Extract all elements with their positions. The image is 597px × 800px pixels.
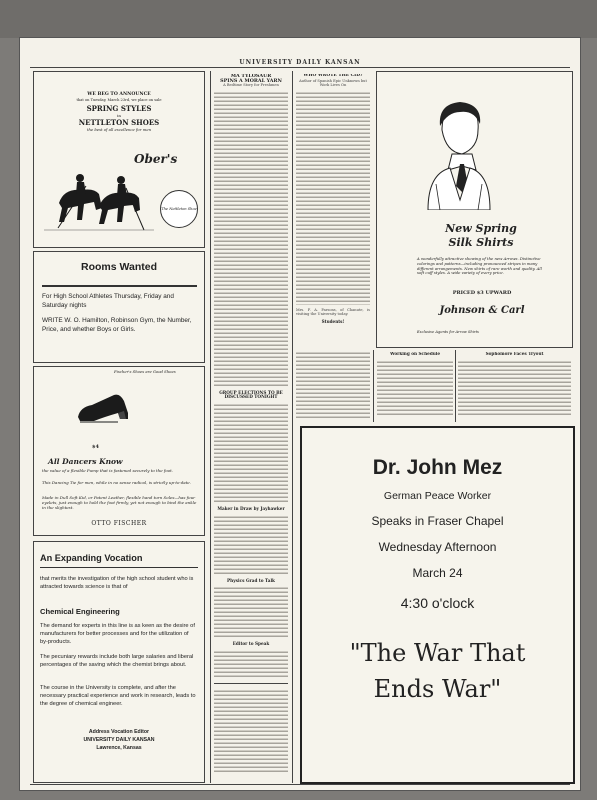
shirt-model-portrait <box>422 100 492 210</box>
rooms-wanted-ad <box>33 251 205 363</box>
fischer-caption: Fischer's Shoes are Good Shoes <box>114 369 176 374</box>
group-elections-body <box>214 402 288 504</box>
masthead-rule <box>30 67 570 68</box>
dancing-pump-illustration <box>74 387 134 427</box>
schedule-body <box>377 359 453 415</box>
arrow-headline-1: New Spring <box>445 222 517 235</box>
arrow-price: PRICED $3 UPWARD <box>452 290 512 296</box>
fischer-body-1: the value of a flexible Pump that is fastened securely to the foot. <box>42 468 174 473</box>
tylosaur-body <box>214 90 288 388</box>
scan-margin <box>0 0 597 38</box>
physics-grad-body <box>214 585 288 639</box>
fischer-body-2: This Dancing Tie for men, while in no sense radical, is strictly up-to-date. <box>42 480 191 485</box>
schedule-column <box>377 352 453 420</box>
arrow-footer: Exclusive Agents for Arrow Shirts <box>417 330 479 334</box>
group-elections-head: GROUP ELECTIONS TO BE DISCUSSED TONIGHT <box>219 389 283 400</box>
vocation-subject: Chemical Engineering <box>40 607 120 616</box>
physics-grad-head: Physics Grad to Talk <box>227 577 275 583</box>
nettleton-seal: The Nettleton Shoe <box>160 190 198 228</box>
john-mez-lecture-ad <box>300 426 575 784</box>
jayhawker-head: Maker in Draw by Jayhawker <box>217 505 285 511</box>
vocation-para-2: The pecuniary rewards include both large salaries and liberal percentages of the saving which the chemist brings about. <box>40 654 194 668</box>
newspaper-page <box>20 38 580 790</box>
cid-column-continued <box>296 350 370 424</box>
fischer-title: All Dancers Know <box>48 457 123 466</box>
mez-venue: Speaks in Fraser Chapel <box>371 514 504 528</box>
column-rule-2 <box>292 71 293 783</box>
column-rule-4 <box>455 350 456 422</box>
mez-day: Wednesday Afternoon <box>378 540 497 554</box>
ad-sale-date: that on Tuesday, March 23rd, we place on sale <box>76 98 162 102</box>
arrow-body: A wonderfully attractive showing of the new Arrows. Distinctive colorings and patterns—including pronounced stripes in many different arrangements. New shirts of rare worth and quality. All soft cuff styles. A wide variety of every price. <box>417 256 542 276</box>
vocation-para-1: The demand for experts in this line is as keen as the desire of manufacturers for better processes and for the utilization of by-products. <box>40 623 195 645</box>
vocation-intro: that merits the investigation of the high school student who is attracted towards science is that of <box>40 576 194 590</box>
cid-body <box>296 90 370 305</box>
mez-title-1: "The War That <box>349 639 526 667</box>
vocation-address-3: Lawrence, Kansas <box>96 745 142 751</box>
johnson-carl-logo: Johnson & Carl <box>439 305 525 316</box>
ad-spring-styles: SPRING STYLES <box>86 104 152 113</box>
ad-in: in <box>117 113 121 118</box>
rooms-title: Rooms Wanted <box>80 261 158 273</box>
column-rule-1 <box>210 71 211 783</box>
cid-title: WHO WROTE THE CID? <box>303 74 363 78</box>
masthead: UNIVERSITY DAILY KANSAN <box>239 59 361 66</box>
rooms-rule <box>42 285 197 287</box>
ad-nettleton: NETTLETON SHOES <box>78 118 160 127</box>
editor-speak-body <box>214 649 288 679</box>
bottom-rule <box>30 784 570 785</box>
column-rule-3 <box>373 350 374 422</box>
editor-speak-head: Editor to Speak <box>232 641 270 647</box>
sophomore-column <box>458 352 571 420</box>
ad-announce: WE BEG TO ANNOUNCE <box>87 92 151 97</box>
mez-role: German Peace Worker <box>383 490 492 502</box>
obers-logo: Ober's <box>134 152 178 166</box>
cid-sub: Author of Spanish Epic Unknown but Work Lives On <box>299 78 367 88</box>
notice-rule <box>214 683 288 684</box>
jayhawker-body <box>214 514 288 576</box>
schedule-head: Working on Schedule <box>389 352 441 356</box>
arrow-shirts-ad <box>376 71 573 348</box>
arrow-headline-2: Silk Shirts <box>448 236 514 249</box>
cid-continued-body <box>296 350 370 420</box>
vocation-title: An Expanding Vocation <box>40 553 143 563</box>
ad-tagline: the best of all excellence for men <box>86 127 152 132</box>
vocation-address-2: UNIVERSITY DAILY KANSAN <box>83 737 155 743</box>
fischer-shoe-ad <box>33 366 205 536</box>
students-notice-body <box>214 688 288 774</box>
mez-title-2: Ends War" <box>373 675 502 703</box>
cid-signoff: Mrs. F. A. Parsons, of Chanute, is visiting the University today. <box>296 307 370 317</box>
tylosaur-sub: A Bedtime Story for Freshmen <box>223 83 279 88</box>
story-column-cid <box>296 74 370 350</box>
vocation-rule <box>40 567 198 568</box>
sophomore-body <box>458 359 571 415</box>
tylosaur-title-1: MA TYLOSAUR <box>230 74 272 79</box>
vocation-ad <box>33 541 205 783</box>
mez-time: 4:30 o'clock <box>400 595 475 611</box>
vocation-para-3: The course in the University is complete, and after the necessary practical experience and work in research, leads to the degree of chemical engineer. <box>40 685 196 707</box>
students-head: Students! <box>321 318 345 324</box>
fischer-price: $4 <box>92 444 99 450</box>
vocation-address-1: Address Vocation Editor <box>88 729 150 735</box>
tylosaur-title-2: SPINS A MORAL YARN <box>220 77 282 84</box>
rooms-contact: WRITE W. O. Hamilton, Robinson Gym, the Number, Price, and whether Boys or Girls. <box>42 317 192 333</box>
story-column-tylosaur <box>214 74 288 780</box>
mez-date: March 24 <box>412 566 463 580</box>
fischer-signature: OTTO FISCHER <box>91 520 147 527</box>
sophomore-head: Sophomore Faces Tryout <box>485 352 544 356</box>
nettleton-ad <box>33 71 205 248</box>
polo-riders-illustration <box>44 158 154 238</box>
mez-name: Dr. John Mez <box>372 456 503 479</box>
rooms-dates: For High School Athletes Thursday, Friday and Saturday nights <box>42 293 174 309</box>
fischer-body-3: Made in Dull Soft Kid, or Patent Leather, flexible hand turn Soles—has four eyelets, just enough to hold the foot firmly, yet not enough to bind the ankle in the slightest. <box>42 495 197 510</box>
